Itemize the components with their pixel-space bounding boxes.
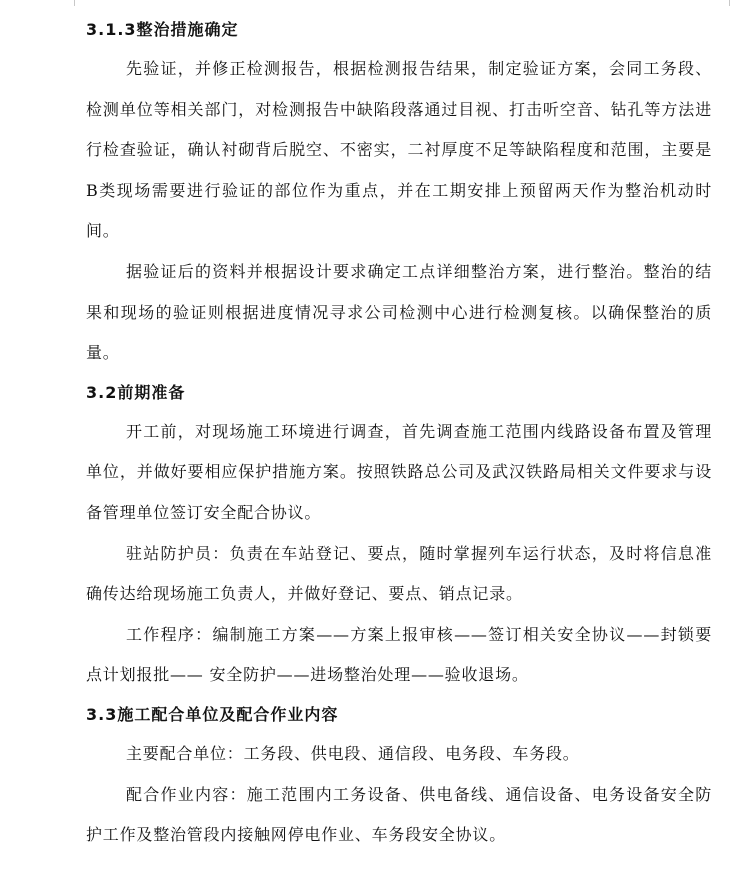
paragraph: 先验证，并修正检测报告，根据检测报告结果，制定验证方案，会同工务段、检测单位等相关部门，对检测报告中缺陷段落通过目视、打击听空音、钻孔等方法进行检查验证，确认衬砌背后脱空、不密实，二衬厚度不足等缺陷程度和范围，主要是B类现场需要进行验证的部位作为重点，并在工期安排上预留两天作为整治机动时间。: [86, 59, 712, 241]
paragraph: 开工前，对现场施工环境进行调查，首先调查施工范围内线路设备布置及管理单位，并做好要相应保护措施方案。按照铁路总公司及武汉铁路局相关文件要求与设备管理单位签订安全配合协议。: [86, 421, 712, 522]
paragraph: 工作程序：编制施工方案——方案上报审核——签订相关安全协议——封锁要点计划报批—— 安全防护——进场整治处理——验收退场。: [86, 624, 712, 685]
paragraph: 主要配合单位：工务段、供电段、通信段、电务段、车务段。: [126, 743, 580, 763]
section-heading-3-1-3: 3.1.3整治措施确定: [86, 20, 239, 39]
section-heading-3-2: 3.2前期准备: [86, 382, 186, 402]
paragraph: 驻站防护员：负责在车站登记、要点，随时掌握列车运行状态，及时将信息准确传达给现场施工负责人，并做好登记、要点、销点记录。: [86, 543, 712, 604]
paragraph: 据验证后的资料并根据设计要求确定工点详细整治方案，进行整治。整治的结果和现场的验证则根据进度情况寻求公司检测中心进行检测复核。以确保整治的质量。: [86, 261, 712, 363]
page-corner-mark-left: [64, 0, 75, 6]
page-corner-mark-right: [729, 0, 740, 6]
document-body: [86, 14, 712, 856]
section-heading-3-3: 3.3施工配合单位及配合作业内容: [86, 704, 339, 724]
paragraph: 配合作业内容：施工范围内工务设备、供电备线、通信设备、电务设备安全防护工作及整治管段内接触网停电作业、车务段安全协议。: [86, 784, 712, 845]
